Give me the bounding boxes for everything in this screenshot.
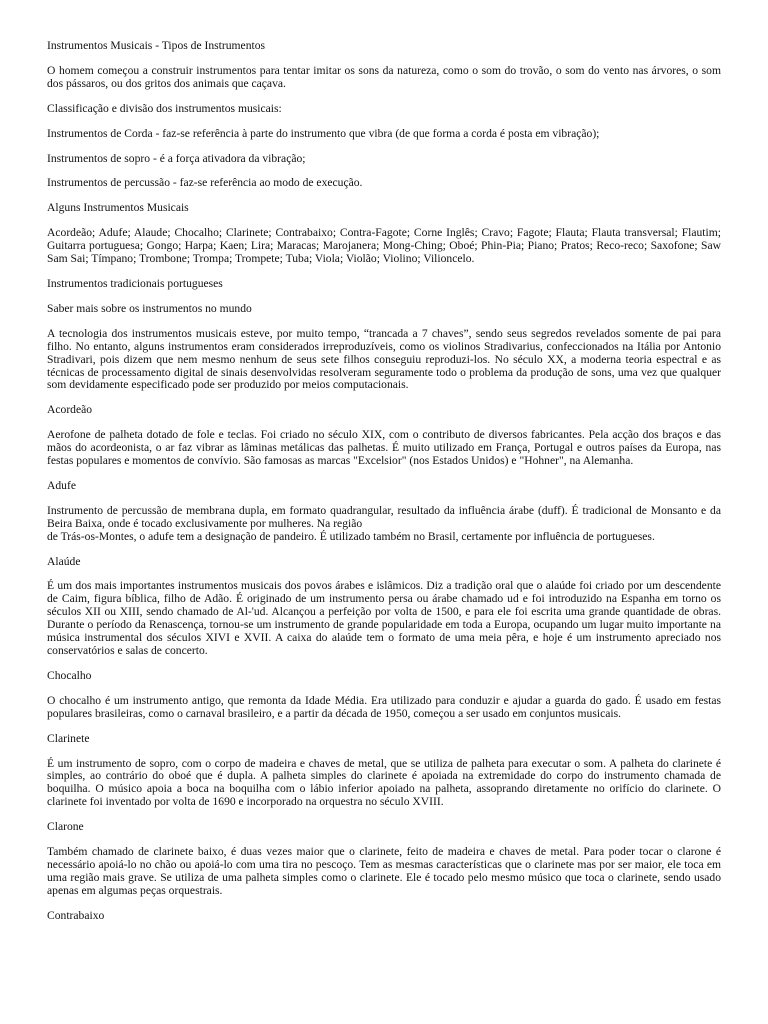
clarone-paragraph: Também chamado de clarinete baixo, é duas vezes maior que o clarinete, feito de madeira e chaves de metal. Para poder tocar o clarone é necessário apoiá-lo no chão ou apoiá-lo com uma tira no pescoço. Tem as mesmas características que o clarinete mas por ser maior, ele toca em uma região mais grave. Se utiliza de uma palheta simples como o clarinete. Ele é tocado pelo mesmo músico que toca o clarinete, sendo usado apenas em algumas peças orquestrais. xyxy=(47,845,721,897)
clarinete-heading: Clarinete xyxy=(47,731,90,745)
contrabaixo-heading: Contrabaixo xyxy=(47,908,105,922)
intro-paragraph: O homem começou a construir instrumentos para tentar imitar os sons da natureza, como o som do trovão, o som do vento nas árvores, o som dos pássaros, ou dos gritos dos animais que caçava. xyxy=(47,63,721,90)
corda-paragraph: Instrumentos de Corda - faz-se referência à parte do instrumento que vibra (de que forma a corda é posta em vibração); xyxy=(47,126,600,140)
chocalho-heading: Chocalho xyxy=(47,668,92,682)
percussao-paragraph: Instrumentos de percussão - faz-se referência ao modo de execução. xyxy=(47,176,363,190)
adufe-heading: Adufe xyxy=(47,478,76,492)
instrument-list: Acordeão; Adufe; Alaude; Chocalho; Clarinete; Contrabaixo; Contra-Fagote; Corne Inglês; Cravo; Fagote; Flauta; Flauta transversal; Flautim; Guitarra portuguesa; Gongo; Harpa; Kaen; Lira; Maracas; Marojanera; Mong-Ching; Oboé; Phin-Pia; Piano; Pratos; Reco-reco; Saxofone; Saw Sam Sai; Tímpano; Trombone; Trompa; Trompete; Tuba; Viola; Violão; Violino; Vilioncelo. xyxy=(47,226,721,266)
tecnologia-paragraph: A tecnologia dos instrumentos musicais esteve, por muito tempo, “trancada a 7 chaves”, sendo seus segredos revelados somente de pai para filho. No entanto, alguns instrumentos eram considerados irreproduzíveis, como os violinos Stradivarius, confeccionados na Itália por Antonio Stradivari, pois dizem que nem mesmo nenhum de seus sete filhos conseguiu reproduzi-los. No século XX, a moderna teoria espectral e as técnicas de processamento digital de sinais desenvolvidas resolveram seguramente todo o problema da produção de sons, uma vez que qualquer som devidamente especificado pode ser produzido por meios computacionais. xyxy=(47,326,721,392)
adufe-paragraph-line-2: de Trás-os-Montes, o adufe tem a designação de pandeiro. É utilizado também no Brasil, certamente por influência de portugueses. xyxy=(47,529,655,543)
clarone-heading: Clarone xyxy=(47,820,84,834)
chocalho-paragraph: O chocalho é um instrumento antigo, que remonta da Idade Média. Era utilizado para conduzir e ajudar a guarda do gado. É usado em festas populares brasileiras, como o carnaval brasileiro, e a partir da década de 1950, começou a ser usado em conjuntos musicais. xyxy=(47,693,721,720)
saber-mais-link: Saber mais sobre os instrumentos no mundo xyxy=(47,301,252,315)
alaude-heading: Alaúde xyxy=(47,554,81,568)
sopro-paragraph: Instrumentos de sopro - é a força ativadora da vibração; xyxy=(47,151,306,165)
classification-heading: Classificação e divisão dos instrumentos musicais: xyxy=(47,101,282,115)
document-title: Instrumentos Musicais - Tipos de Instrumentos xyxy=(47,39,266,52)
alaude-paragraph: É um dos mais importantes instrumentos musicais dos povos árabes e islâmicos. Diz a tradição oral que o alaúde foi criado por um descendente de Caim, figura bíblica, filho de Adão. É originado de um instrumento persa ou árabe chamado ud e foi introduzido na Espanha em torno os séculos XII ou XIII, sendo chamado de Al-'ud. Alcançou a perfeição por volta de 1500, e para ele foi escrita uma grande quantidade de obras. Durante o período da Renascença, tornou-se um instrumento de grande popularidade em toda a Europa, ocupando um lugar muito importante na música instrumental dos séculos XIVI e XVII. A caixa do alaúde tem o formato de uma meia pêra, e hoje é um instrumento apreciado nos conservatórios e salas de concerto. xyxy=(47,579,721,657)
adufe-paragraph xyxy=(47,505,721,544)
acordeao-heading: Acordeão xyxy=(47,403,93,417)
alguns-heading: Alguns Instrumentos Musicais xyxy=(47,201,189,215)
tradicionais-link: Instrumentos tradicionais portugueses xyxy=(47,276,223,290)
acordeao-paragraph: Aerofone de palheta dotado de fole e teclas. Foi criado no século XIX, com o contributo de diversos fabricantes. Pela acção dos braços e das mãos do acordeonista, o ar faz vibrar as lâminas metálicas das palhetas. É muito utilizado em França, Portugal e outros países da Europa, nas festas populares e momentos de convívio. São famosas as marcas "Excelsior" (nos Estados Unidos) e "Hohner", na Alemanha. xyxy=(47,428,721,468)
clarinete-paragraph: É um instrumento de sopro, com o corpo de madeira e chaves de metal, que se utiliza de palheta para executar o som. A palheta do clarinete é simples, ao contrário do oboé que é dupla. A palheta simples do clarinete é apoiada na extremidade do corpo do instrumento chamada de boquilha. O músico apoia a boca na boquilha com o lábio inferior apoiado na palheta, assoprando diretamente no orifício do clarinete. O clarinete foi inventado por volta de 1690 e incorporado na orquestra no século XVIII. xyxy=(47,756,721,809)
adufe-paragraph-line-1: Instrumento de percussão de membrana dupla, em formato quadrangular, resultado da influência árabe (duff). É tradicional de Monsanto e da Beira Baixa, onde é tocado exclusivamente por mulheres. Na região xyxy=(47,503,721,530)
document-page xyxy=(47,40,721,935)
